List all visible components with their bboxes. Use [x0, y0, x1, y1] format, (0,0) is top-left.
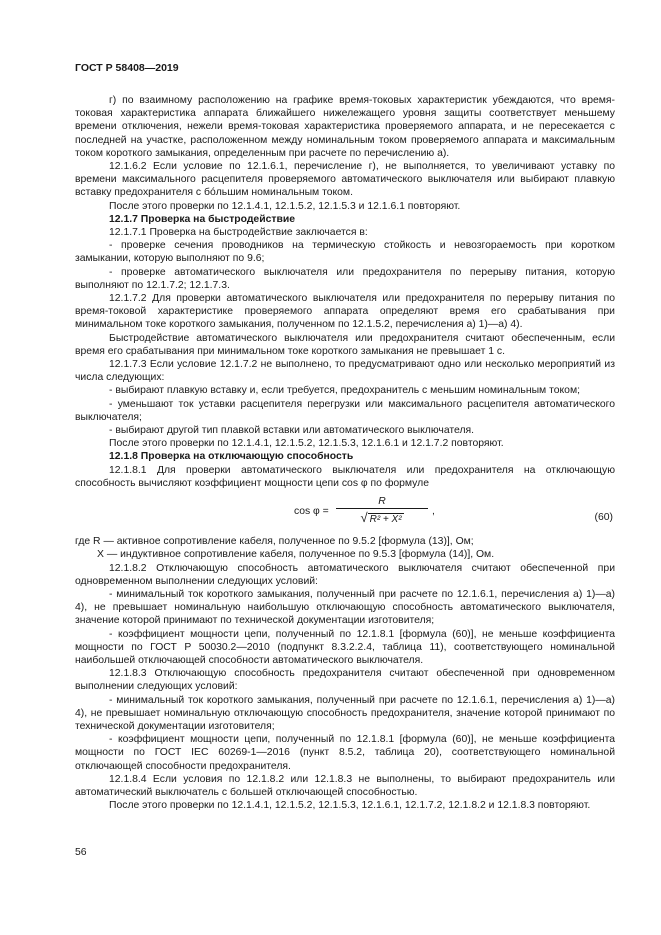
list-item: - выбирают другой тип плавкой вставки или автоматического выключателя. — [109, 425, 475, 437]
formula-numerator: R — [378, 496, 386, 508]
paragraph: 12.1.8.1 Для проверки автоматического выключателя или предохранителя на отключающую способность вычисляют коэффициент мощности цепи cos φ по формуле — [75, 464, 615, 489]
paragraph: После этого проверки по 12.1.4.1, 12.1.5.2, 12.1.5.3, 12.1.6.1, 12.1.7.2, 12.1.8.2 и 12.1.8.3 повторяют. — [109, 800, 591, 812]
formula-lhs: cos φ = — [294, 506, 329, 518]
formula-fraction — [334, 495, 430, 526]
formula-number: (60) — [594, 512, 613, 524]
formula-denominator-wrap — [334, 509, 430, 526]
where-line: X — индуктивное сопротивление кабеля, полученное по 9.5.3 [формула (14)], Ом. — [97, 549, 495, 561]
paragraph: После этого проверки по 12.1.4.1, 12.1.5.2, 12.1.5.3 и 12.1.6.1 повторяют. — [109, 200, 461, 212]
paragraph: 12.1.7.1 Проверка на быстродействие заключается в: — [109, 227, 368, 239]
section-heading: 12.1.8 Проверка на отключающую способность — [109, 451, 354, 463]
paragraph: Быстродействие автоматического выключателя или предохранителя считают обеспеченным, если время его срабатывания при минимальном токе короткого замыкания не превышает 1 с. — [75, 332, 615, 357]
list-item: - проверке сечения проводников на термическую стойкость и невозгораемость при коротком замыкании, которую выполняют по 9.6; — [75, 240, 615, 265]
section-heading: 12.1.7 Проверка на быстродействие — [109, 213, 296, 225]
list-item: - проверке автоматического выключателя или предохранителя по перерыву питания, которую выполняют по 12.1.7.2; 12.1.7.3. — [75, 266, 615, 291]
list-item: - минимальный ток короткого замыкания, полученный при расчете по 12.1.6.1, перечисления а) 1)—а) 4), не превышает номинальную наибольшую отключающую способность автоматического выключателя, значение которой принимают по технической документации изготовителя; — [75, 588, 615, 627]
paragraph: 12.1.8.4 Если условия по 12.1.8.2 или 12.1.8.3 не выполнены, то выбирают предохранитель или автоматический выключатель с большей отключающей способностью. — [75, 773, 615, 798]
paragraph: 12.1.7.3 Если условие 12.1.7.2 не выполнено, то предусматривают одно или несколько мероприятий из числа следующих: — [75, 359, 615, 384]
list-item: - коэффициент мощности цепи, полученный по 12.1.8.1 [формула (60)], не меньше коэффициента мощности по ГОСТ IEC 60269-1—2016 (пункт 8.5.2, таблица 20), соответствующего номинальной отключающей способности предохранителя. — [75, 734, 615, 772]
list-item: - уменьшают ток уставки расцепителя перегрузки или максимального расцепителя автоматического выключателя; — [75, 398, 615, 423]
paragraph: г) по взаимному расположению на графике время-токовых характеристик убеждаются, что время-токовая характеристика аппарата ближайшего нижележащего уровня защиты соответствует меньшему времени отключения, нежели время-токовая характеристика проверяемого аппарата, и не пересекается с последней на участке, расположенном между номинальным током проверяемого аппарата и максимальным током короткого замыкания, определенным при расчете по перечислению а). — [75, 95, 615, 159]
paragraph: 12.1.6.2 Если условие по 12.1.6.1, перечисление г), не выполняется, то увеличивают уставку по времени максимального расцепителя проверяемого автоматического выключателя или выбирают плавкую вставку предохранителя с бо́льшим номинальным током. — [75, 161, 615, 199]
where-line: где R — активное сопротивление кабеля, полученное по 9.5.2 [формула (13)], Ом; — [75, 536, 474, 548]
formula-denominator: R² + X² — [369, 514, 402, 526]
sqrt-sign: √ — [360, 510, 368, 526]
formula-comma: , — [432, 506, 435, 518]
page-body — [75, 94, 615, 812]
paragraph: 12.1.8.2 Отключающую способность автоматического выключателя считают обеспеченной при одновременном выполнении следующих условий: — [75, 562, 615, 587]
list-item: - коэффициент мощности цепи, полученный по 12.1.8.1 [формула (60)], не меньше коэффициента мощности по ГОСТ Р 50030.2—2010 (подпункт 8.3.2.2.4, таблица 11), соответствующего номинальной наибольшей отключающей способности автоматического выключателя. — [75, 628, 615, 666]
list-item: - выбирают плавкую вставку и, если требуется, предохранитель с меньшим номинальным током; — [109, 385, 580, 397]
page-number: 56 — [75, 847, 87, 858]
document-header: ГОСТ Р 58408—2019 — [75, 62, 179, 74]
paragraph: 12.1.8.3 Отключающую способность предохранителя считают обеспеченной при одновременном выполнении следующих условий: — [75, 668, 615, 693]
list-item: - минимальный ток короткого замыкания, полученный при расчете по 12.1.6.1, перечисления а) 1)—а) 4), не превышает номинальную отключающую способность предохранителя, значение которой принимают по технической документации изготовителя; — [75, 694, 615, 732]
paragraph: После этого проверки по 12.1.4.1, 12.1.5.2, 12.1.5.3, 12.1.6.1 и 12.1.7.2 повторяют. — [109, 438, 504, 450]
formula-60 — [75, 493, 615, 533]
paragraph: 12.1.7.2 Для проверки автоматического выключателя или предохранителя по перерыву питания по время-токовой характеристике проверяемого аппарата определяют время его срабатывания при минимальном токе короткого замыкания, полученном по 12.1.5.2, перечисления а) 1)—а) 4). — [75, 293, 615, 331]
